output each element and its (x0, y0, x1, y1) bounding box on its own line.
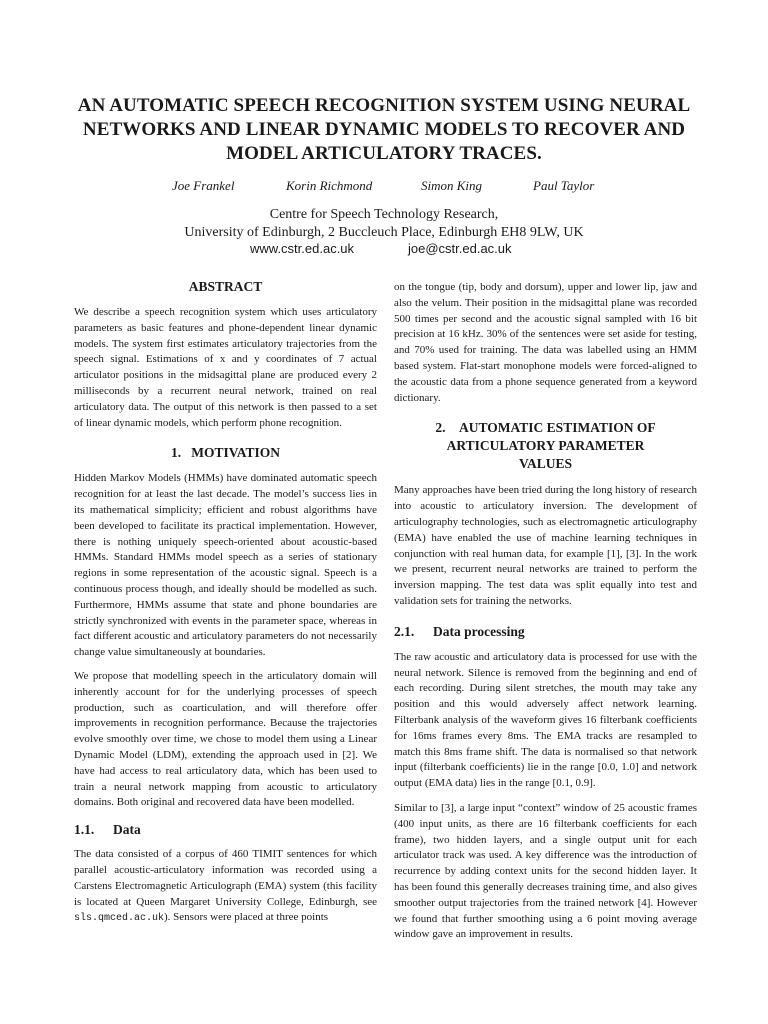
section-heading (74, 444, 377, 462)
author-list (0, 178, 768, 196)
website-url: www.cstr.ed.ac.uk (250, 241, 355, 256)
left-column (74, 278, 377, 927)
author-name: Simon King (421, 178, 483, 193)
abstract-heading: ABSTRACT (188, 279, 263, 294)
affiliation-line: Centre for Speech Technology Research, (269, 207, 499, 222)
body-paragraph: Many approaches have been tried during the long history of research into acoustic to articulatory inversion. The development of articulography technologies, such as electromagnetic articulography (EMA) have enabled the use of machine learning techniques in conjunction with real human data, for example [1], [3]. In the work we present, recurrent neural networks are trained to perform the inversion mapping. The test data was split equally into test and validation sets for training the networks. (394, 484, 697, 607)
subsection-title: Data processing (433, 623, 525, 639)
section-title-line (394, 419, 697, 437)
author-name: Korin Richmond (286, 178, 373, 193)
author-email: joe@cstr.ed.ac.uk (408, 241, 512, 256)
section-title-line: VALUES (518, 456, 573, 472)
subsection-title: Data (113, 822, 141, 838)
section-heading (394, 419, 697, 473)
subsection-number: 1.1. (74, 822, 95, 838)
abstract-text: We describe a speech recognition system which uses articulatory parameters as basic features and phone-dependent linear dynamic models. The system first estimates articulatory trajectories from the speech signal. Estimations of x and y coordinates of 7 actual articulator positions in the midsagittal plane are produced every 2 milliseconds by a recurrent neural network, trained on real articulatory data. The output of this network is then passed to a set of linear dynamic models, which perform phone recognition. (74, 306, 377, 429)
title-line: MODEL ARTICULATORY TRACES. (226, 143, 542, 164)
subsection-heading (74, 821, 377, 839)
body-paragraph (74, 847, 377, 927)
url-code: sls.qmced.ac.uk (74, 913, 165, 925)
section-number: 1. (170, 445, 182, 461)
section-title: AUTOMATIC ESTIMATION OF (459, 420, 656, 436)
title-line: AN AUTOMATIC SPEECH RECOGNITION SYSTEM USING NEURAL (77, 95, 691, 116)
author-name: Joe Frankel (172, 178, 235, 193)
body-paragraph: Similar to [3], a large input “context” window of 25 acoustic frames (400 input units, as there are 16 filterbank coefficients for each frame), two hidden layers, and a single output unit for each articulator track was used. A key difference was the introduction of recurrence by adding context units for the second hidden layer. It has been found this generally decreases training time, and also gives smoother output trajectories from the trained network [4]. However we found that further smoothing using a 6 point moving average window gave an improvement in results. (394, 801, 697, 941)
subsection-heading (394, 623, 697, 641)
body-paragraph: on the tongue (tip, body and dorsum), upper and lower lip, jaw and also the velum. Their position in the midsagittal plane was recorded 500 times per second and the acoustic signal sampled with 16 bit precision at 16 kHz. 30% of the sentences were set aside for testing, and 70% used for training. The data was labelled using an HMM based system. Flat-start monophone models were forced-aligned to the acoustic data from a phone sequence generated from a keyword dictionary. (394, 281, 697, 404)
subsection-number: 2.1. (394, 623, 415, 639)
body-paragraph: Hidden Markov Models (HMMs) have dominated automatic speech recognition for at least the last decade. The model’s success lies in its mathematical simplicity; efficient and robust algorithms have been developed to facilitate its practical implementation. However, there is nothing uniquely speech-oriented about acoustic-based HMMs. Standard HMMs model speech as a series of stationary regions in some representation of the acoustic signal. Speech is a continuous process though, and ideally should be modelled as such. Furthermore, HMMs assume that state and phone boundaries are strictly synchronized with events in the parameter space, whereas in fact different acoustic and articulatory parameters do not necessarily change value simultaneously at boundaries. (74, 472, 377, 659)
section-title-line: ARTICULATORY PARAMETER (446, 438, 645, 454)
paper-title (60, 94, 708, 166)
author-name: Paul Taylor (533, 178, 595, 193)
affiliation-line: University of Edinburgh, 2 Buccleuch Place, Edinburgh EH8 9LW, UK (184, 225, 584, 240)
title-line: NETWORKS AND LINEAR DYNAMIC MODELS TO RECOVER AND (82, 119, 686, 140)
section-number: 2. (435, 420, 446, 436)
section-title: MOTIVATION (191, 445, 280, 461)
text-run: The data consisted of a corpus of 460 TIMIT sentences for which parallel acoustic-articulatory information was recorded using a Carstens Electromagnetic Articulograph (EMA) system (this facility is located at Queen Margaret University College, Edinburgh, see (74, 848, 377, 908)
right-column (394, 280, 697, 943)
text-run: ). Sensors were placed at three points (164, 911, 329, 924)
affiliation (0, 206, 768, 242)
body-paragraph: We propose that modelling speech in the articulatory domain will inherently account for for the underlying processes of speech production, such as coarticulation, and will therefore offer improvements in recognition performance. Because the trajectories evolve smoothly over time, we chose to model them using a Linear Dynamic Model (LDM), extending the approach used in [2]. We have had access to real articulatory data, which has been used to train a neural network mapping from acoustic to articulatory domains. Both original and recovered data have been modelled. (74, 669, 377, 809)
body-paragraph: The raw acoustic and articulatory data is processed for use with the neural network. Silence is removed from the beginning and end of each recording. During silent stretches, the mouth may take any position and this would adversely affect network learning. Filterbank analysis of the waveform gives 16 filterbank coefficients for 16ms frames every 8ms. The EMA tracks are resampled to match this 8ms frame shift. The data is normalised so that network input (filterbank coefficients) lie in the range [0.0, 1.0] and network output (EMA data) lies in the range [0.1, 0.9]. (394, 650, 697, 790)
